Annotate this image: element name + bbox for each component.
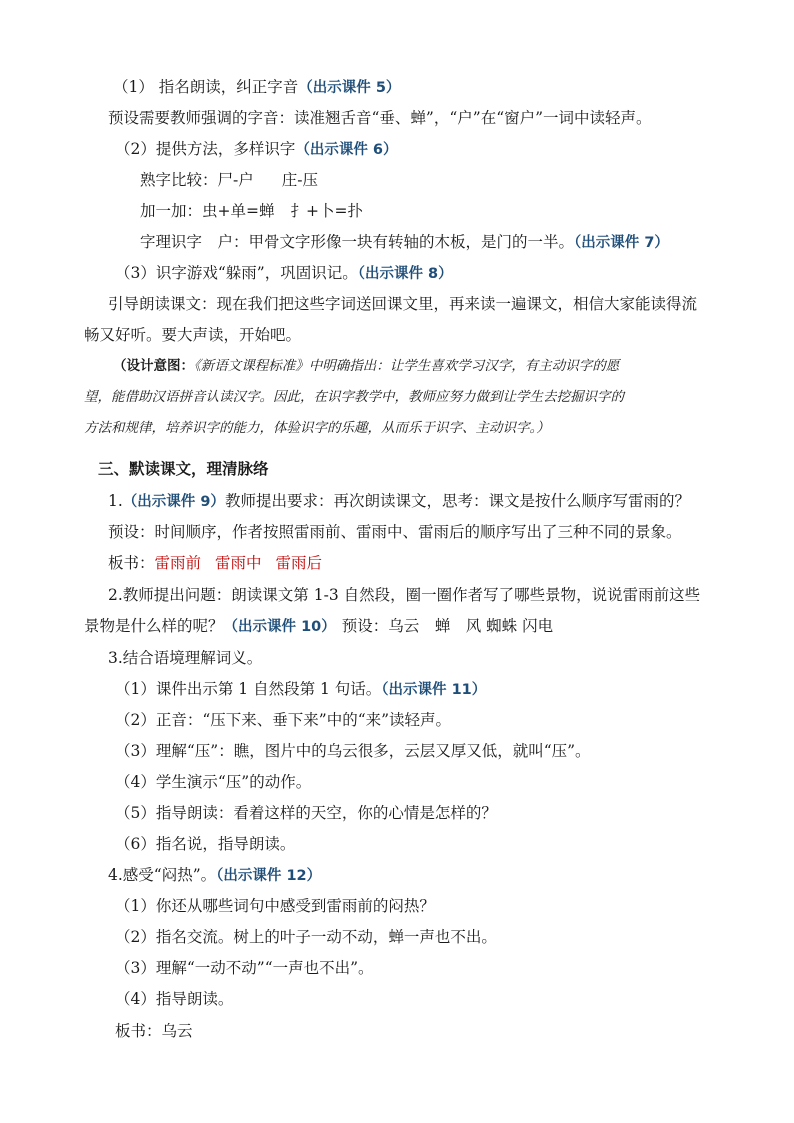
- para-3-item-2: （2）正音：“压下来、垂下来”中的“来”读轻声。: [115, 711, 452, 729]
- add-chars: 加一加：虫+单=蝉 扌+卜=扑: [140, 202, 363, 220]
- para-3-item-4: （4）学生演示“压”的动作。: [115, 773, 312, 791]
- courseware-ref: （出示课件 5）: [298, 80, 401, 96]
- design-intent-line2: 望，能借助汉语拼音认读汉字。因此，在识字教学中，教师应努力做到让学生去挖掘识字的: [84, 389, 624, 405]
- guide-reading-line1: 引导朗读课文：现在我们把这些字词送回课文里，再来读一遍课文，相信大家能读得流: [108, 295, 698, 313]
- courseware-ref: （出示课件 6）: [295, 142, 398, 158]
- board-item: 雷雨中: [215, 554, 262, 572]
- preset-tones: 预设需要教师强调的字音：读准翘舌音“垂、蝉”，“户”在“窗户”一词中读轻声。: [108, 109, 652, 127]
- para-4-item-1: （1）你还从哪些词句中感受到雷雨前的闷热？: [115, 897, 435, 915]
- para-3-item-3: （3）理解“压”：瞧，图片中的乌云很多，云层又厚又低，就叫“压”。: [115, 742, 591, 760]
- section-heading: 三、默读课文，理清脉络: [98, 460, 269, 478]
- para-2-line1: 2.教师提出问题：朗读课文第 1-3 自然段，圈一圈作者写了哪些景物，说说雷雨前这些: [108, 586, 701, 604]
- compare-chars: 熟字比较：尸-户 庄-压: [140, 171, 319, 189]
- design-intent-line1: （设计意图：《新语文课程标准》中明确指出：让学生喜欢学习汉字，有主动识字的愿: [113, 358, 620, 374]
- para-3-item-6: （6）指名说，指导朗读。: [115, 835, 296, 853]
- para-4-item-2: （2）指名交流。树上的叶子一动不动，蝉一声也不出。: [115, 928, 497, 946]
- para-4: 4.感受“闷热”。（出示课件 12）: [108, 866, 322, 884]
- para-2-line2: 景物是什么样的呢？（出示课件 10） 预设：乌云 蝉 风 蜘蛛 闪电: [84, 617, 554, 635]
- guide-reading-line2: 畅又好听。要大声读，开始吧。: [84, 326, 302, 344]
- board-item: 雷雨前: [154, 554, 202, 572]
- char-origin: 字理识字 户：甲骨文字形像一块有转轴的木板，是门的一半。（出示课件 7）: [140, 233, 669, 251]
- para-3: 3.结合语境理解词义。: [108, 649, 263, 667]
- courseware-ref: （出示课件 7）: [574, 235, 669, 251]
- courseware-ref: （出示课件 11）: [381, 682, 487, 698]
- courseware-ref: （出示课件 8）: [357, 266, 453, 282]
- courseware-ref: （出示课件 10）: [223, 619, 336, 635]
- para-1-preset: 预设：时间顺序，作者按照雷雨前、雷雨中、雷雨后的顺序写出了三种不同的景象。: [108, 523, 682, 541]
- para-3-item-1: （1）课件出示第 1 自然段第 1 句话。（出示课件 11）: [115, 680, 487, 698]
- para-4-item-3: （3）理解“一动不动”“一声也不出”。: [115, 959, 374, 977]
- board-2: 板书：乌云: [115, 1022, 193, 1040]
- courseware-ref: （出示课件 12）: [216, 868, 322, 884]
- design-intent-line3: 方法和规律，培养识字的能力，体验识字的乐趣，从而乐于识字、主动识字。）: [84, 420, 550, 436]
- item-3: （3）识字游戏“躲雨”，巩固识记。（出示课件 8）: [115, 264, 453, 282]
- board-1: 板书：雷雨前 雷雨中 雷雨后: [108, 554, 323, 572]
- courseware-ref: （出示课件 9）: [122, 494, 225, 510]
- para-3-item-5: （5）指导朗读：看着这样的天空，你的心情是怎样的？: [115, 804, 497, 822]
- board-item: 雷雨后: [275, 554, 323, 572]
- para-4-item-4: （4）指导朗读。: [115, 990, 234, 1008]
- board-item: 乌云: [161, 1022, 193, 1040]
- item-1: （1） 指名朗读，纠正字音（出示课件 5）: [113, 78, 401, 96]
- para-1: 1.（出示课件 9）教师提出要求：再次朗读课文，思考：课文是按什么顺序写雷雨的？: [108, 492, 690, 510]
- item-2: （2）提供方法，多样识字（出示课件 6）: [115, 140, 398, 158]
